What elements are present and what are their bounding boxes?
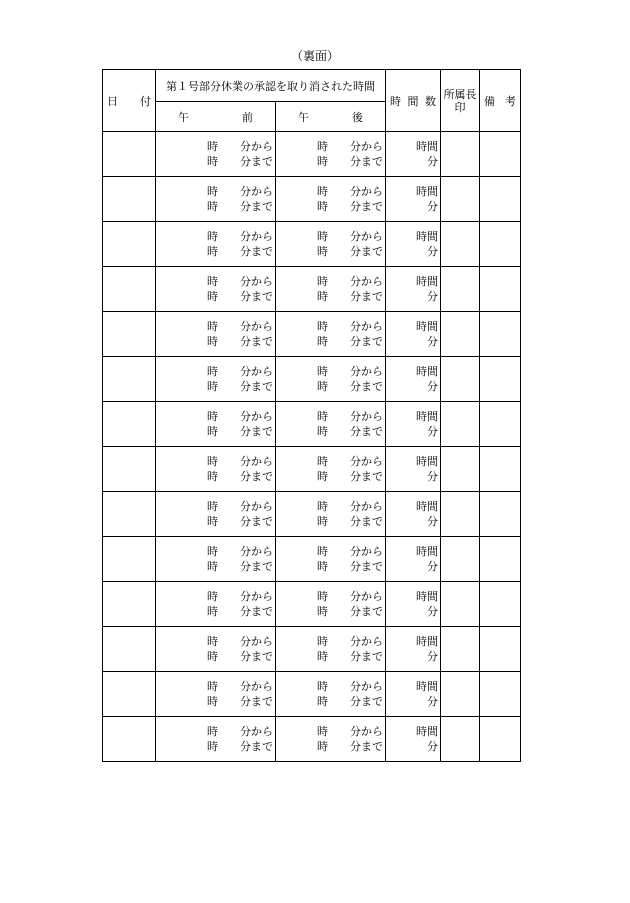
hour-label: 時 <box>317 320 328 333</box>
hour-label: 時 <box>317 455 328 468</box>
am-header <box>156 102 276 132</box>
pm-header-right: 後 <box>352 110 363 124</box>
hour-label: 時 <box>207 185 218 198</box>
date-cell[interactable] <box>103 447 156 492</box>
table-row <box>103 627 521 672</box>
hour-label: 時 <box>207 275 218 288</box>
table-row <box>103 357 521 402</box>
hour-label: 時 <box>317 290 328 303</box>
pm-time-cell[interactable] <box>276 312 386 357</box>
hours-label: 時間 <box>416 410 438 423</box>
from-label: 分から <box>240 590 273 603</box>
supervisor-seal-header <box>441 70 480 132</box>
main-title-header: 第１号部分休業の承認を取り消された時間 <box>156 70 386 102</box>
pm-time-cell[interactable] <box>276 177 386 222</box>
seal-cell[interactable] <box>441 492 480 537</box>
hours-label: 時間 <box>416 140 438 153</box>
minutes-label: 分 <box>427 335 438 348</box>
until-label: 分まで <box>240 605 273 618</box>
hour-label: 時 <box>207 500 218 513</box>
until-label: 分まで <box>350 515 383 528</box>
from-label: 分から <box>240 185 273 198</box>
hour-label: 時 <box>207 455 218 468</box>
date-cell[interactable] <box>103 672 156 717</box>
from-label: 分から <box>240 320 273 333</box>
minutes-label: 分 <box>427 740 438 753</box>
am-time-cell[interactable] <box>156 132 276 177</box>
am-time-cell[interactable] <box>156 447 276 492</box>
from-label: 分から <box>240 545 273 558</box>
hour-label: 時 <box>207 245 218 258</box>
page-title: （裏面） <box>290 49 339 63</box>
hours-header-a: 時 <box>390 94 401 108</box>
hours-cell[interactable] <box>386 177 441 222</box>
from-label: 分から <box>350 590 383 603</box>
hours-header-b: 間 <box>407 94 419 108</box>
seal-cell[interactable] <box>441 267 480 312</box>
hours-label: 時間 <box>416 500 438 513</box>
from-label: 分から <box>350 185 383 198</box>
from-label: 分から <box>350 140 383 153</box>
date-cell[interactable] <box>103 267 156 312</box>
hours-cell[interactable] <box>386 267 441 312</box>
remarks-cell[interactable] <box>480 492 521 537</box>
date-cell[interactable] <box>103 627 156 672</box>
am-time-cell[interactable] <box>156 582 276 627</box>
table-row <box>103 672 521 717</box>
until-label: 分まで <box>350 200 383 213</box>
hour-label: 時 <box>317 335 328 348</box>
hour-label: 時 <box>317 245 328 258</box>
hour-label: 時 <box>317 380 328 393</box>
until-label: 分まで <box>350 290 383 303</box>
seal-line1: 所属長 <box>443 87 477 101</box>
from-label: 分から <box>240 140 273 153</box>
hour-label: 時 <box>317 155 328 168</box>
hour-label: 時 <box>317 740 328 753</box>
hour-label: 時 <box>207 725 218 738</box>
until-label: 分まで <box>350 695 383 708</box>
hours-cell[interactable] <box>386 132 441 177</box>
hour-label: 時 <box>317 680 328 693</box>
hours-label: 時間 <box>416 590 438 603</box>
pm-time-cell[interactable] <box>276 492 386 537</box>
from-label: 分から <box>350 410 383 423</box>
minutes-label: 分 <box>427 380 438 393</box>
table-row <box>103 312 521 357</box>
from-label: 分から <box>350 275 383 288</box>
pm-time-cell[interactable] <box>276 537 386 582</box>
seal-cell[interactable] <box>441 312 480 357</box>
minutes-label: 分 <box>427 245 438 258</box>
date-cell[interactable] <box>103 582 156 627</box>
remarks-cell[interactable] <box>480 717 521 762</box>
from-label: 分から <box>240 365 273 378</box>
seal-cell[interactable] <box>441 537 480 582</box>
table-row <box>103 447 521 492</box>
from-label: 分から <box>350 455 383 468</box>
hour-label: 時 <box>317 650 328 663</box>
hours-cell[interactable] <box>386 582 441 627</box>
from-label: 分から <box>350 230 383 243</box>
hours-cell[interactable] <box>386 672 441 717</box>
seal-cell[interactable] <box>441 717 480 762</box>
from-label: 分から <box>350 680 383 693</box>
seal-cell[interactable] <box>441 222 480 267</box>
until-label: 分まで <box>240 695 273 708</box>
table-row <box>103 717 521 762</box>
hours-cell[interactable] <box>386 312 441 357</box>
hours-cell[interactable] <box>386 492 441 537</box>
hour-label: 時 <box>317 425 328 438</box>
until-label: 分まで <box>240 245 273 258</box>
pm-time-cell[interactable] <box>276 267 386 312</box>
hour-label: 時 <box>207 425 218 438</box>
hours-cell[interactable] <box>386 402 441 447</box>
hour-label: 時 <box>317 515 328 528</box>
until-label: 分まで <box>350 560 383 573</box>
from-label: 分から <box>350 725 383 738</box>
hours-cell[interactable] <box>386 537 441 582</box>
until-label: 分まで <box>240 425 273 438</box>
until-label: 分まで <box>350 425 383 438</box>
remarks-cell[interactable] <box>480 312 521 357</box>
hour-label: 時 <box>207 380 218 393</box>
date-cell[interactable] <box>103 357 156 402</box>
seal-line2: 印 <box>454 100 466 114</box>
from-label: 分から <box>240 455 273 468</box>
hours-label: 時間 <box>416 680 438 693</box>
seal-cell[interactable] <box>441 447 480 492</box>
from-label: 分から <box>350 635 383 648</box>
hour-label: 時 <box>207 200 218 213</box>
hour-label: 時 <box>317 365 328 378</box>
pm-time-cell[interactable] <box>276 222 386 267</box>
hour-label: 時 <box>317 560 328 573</box>
pm-time-cell[interactable] <box>276 627 386 672</box>
until-label: 分まで <box>350 740 383 753</box>
hour-label: 時 <box>317 140 328 153</box>
until-label: 分まで <box>240 380 273 393</box>
minutes-label: 分 <box>427 155 438 168</box>
seal-cell[interactable] <box>441 132 480 177</box>
from-label: 分から <box>350 365 383 378</box>
am-time-cell[interactable] <box>156 222 276 267</box>
until-label: 分まで <box>240 335 273 348</box>
pm-time-cell[interactable] <box>276 582 386 627</box>
hours-label: 時間 <box>416 230 438 243</box>
until-label: 分まで <box>350 650 383 663</box>
am-time-cell[interactable] <box>156 627 276 672</box>
hours-cell[interactable] <box>386 717 441 762</box>
hours-label: 時間 <box>416 365 438 378</box>
from-label: 分から <box>350 320 383 333</box>
hours-cell[interactable] <box>386 627 441 672</box>
hour-label: 時 <box>207 155 218 168</box>
from-label: 分から <box>350 545 383 558</box>
minutes-label: 分 <box>427 290 438 303</box>
remarks-cell[interactable] <box>480 222 521 267</box>
until-label: 分まで <box>240 155 273 168</box>
until-label: 分まで <box>240 560 273 573</box>
seal-cell[interactable] <box>441 402 480 447</box>
date-header <box>103 70 156 132</box>
seal-cell[interactable] <box>441 582 480 627</box>
am-time-cell[interactable] <box>156 357 276 402</box>
until-label: 分まで <box>240 200 273 213</box>
until-label: 分まで <box>350 380 383 393</box>
remarks-cell[interactable] <box>480 267 521 312</box>
minutes-label: 分 <box>427 560 438 573</box>
hour-label: 時 <box>207 515 218 528</box>
am-time-cell[interactable] <box>156 312 276 357</box>
hour-label: 時 <box>207 560 218 573</box>
until-label: 分まで <box>350 245 383 258</box>
hours-label: 時間 <box>416 275 438 288</box>
date-cell[interactable] <box>103 177 156 222</box>
pm-time-cell[interactable] <box>276 132 386 177</box>
minutes-label: 分 <box>427 650 438 663</box>
date-header-left: 日 <box>107 94 118 108</box>
until-label: 分まで <box>240 515 273 528</box>
remarks-cell[interactable] <box>480 582 521 627</box>
minutes-label: 分 <box>427 200 438 213</box>
hour-label: 時 <box>317 230 328 243</box>
remarks-cell[interactable] <box>480 537 521 582</box>
hour-label: 時 <box>207 470 218 483</box>
remarks-header-left: 備 <box>484 94 495 108</box>
remarks-cell[interactable] <box>480 627 521 672</box>
remarks-cell[interactable] <box>480 402 521 447</box>
pm-time-cell[interactable] <box>276 672 386 717</box>
hours-label: 時間 <box>416 725 438 738</box>
hour-label: 時 <box>317 725 328 738</box>
pm-time-cell[interactable] <box>276 402 386 447</box>
hour-label: 時 <box>207 680 218 693</box>
hour-label: 時 <box>317 545 328 558</box>
hour-label: 時 <box>207 230 218 243</box>
date-cell[interactable] <box>103 717 156 762</box>
until-label: 分まで <box>240 650 273 663</box>
remarks-cell[interactable] <box>480 447 521 492</box>
hour-label: 時 <box>207 140 218 153</box>
hour-label: 時 <box>317 695 328 708</box>
until-label: 分まで <box>350 335 383 348</box>
am-time-cell[interactable] <box>156 402 276 447</box>
from-label: 分から <box>350 500 383 513</box>
from-label: 分から <box>240 635 273 648</box>
hour-label: 時 <box>207 650 218 663</box>
hours-cell[interactable] <box>386 447 441 492</box>
date-cell[interactable] <box>103 492 156 537</box>
seal-cell[interactable] <box>441 627 480 672</box>
remarks-cell[interactable] <box>480 672 521 717</box>
minutes-label: 分 <box>427 470 438 483</box>
remarks-cell[interactable] <box>480 132 521 177</box>
hour-label: 時 <box>317 200 328 213</box>
hour-label: 時 <box>207 365 218 378</box>
table-row <box>103 492 521 537</box>
hours-label: 時間 <box>416 185 438 198</box>
minutes-label: 分 <box>427 605 438 618</box>
hours-header <box>386 70 441 132</box>
minutes-label: 分 <box>427 695 438 708</box>
hour-label: 時 <box>207 605 218 618</box>
am-time-cell[interactable] <box>156 177 276 222</box>
minutes-label: 分 <box>427 515 438 528</box>
hours-cell[interactable] <box>386 357 441 402</box>
hour-label: 時 <box>317 605 328 618</box>
hour-label: 時 <box>207 635 218 648</box>
table-row <box>103 177 521 222</box>
hours-label: 時間 <box>416 455 438 468</box>
am-time-cell[interactable] <box>156 267 276 312</box>
hour-label: 時 <box>207 410 218 423</box>
from-label: 分から <box>240 230 273 243</box>
am-header-left: 午 <box>178 110 189 124</box>
date-cell[interactable] <box>103 132 156 177</box>
pm-time-cell[interactable] <box>276 447 386 492</box>
hour-label: 時 <box>207 590 218 603</box>
hour-label: 時 <box>317 275 328 288</box>
remarks-cell[interactable] <box>480 357 521 402</box>
table-row <box>103 402 521 447</box>
hour-label: 時 <box>207 695 218 708</box>
hour-label: 時 <box>317 185 328 198</box>
minutes-label: 分 <box>427 425 438 438</box>
hour-label: 時 <box>317 410 328 423</box>
until-label: 分まで <box>240 740 273 753</box>
pm-header <box>276 102 386 132</box>
am-time-cell[interactable] <box>156 717 276 762</box>
hour-label: 時 <box>317 590 328 603</box>
hour-label: 時 <box>207 740 218 753</box>
until-label: 分まで <box>240 290 273 303</box>
hour-label: 時 <box>207 335 218 348</box>
hour-label: 時 <box>317 635 328 648</box>
date-cell[interactable] <box>103 222 156 267</box>
remarks-cell[interactable] <box>480 177 521 222</box>
pm-header-left: 午 <box>298 110 309 124</box>
hour-label: 時 <box>207 320 218 333</box>
until-label: 分まで <box>240 470 273 483</box>
seal-cell[interactable] <box>441 177 480 222</box>
hours-header-c: 数 <box>425 94 436 108</box>
am-time-cell[interactable] <box>156 672 276 717</box>
cancellation-record-table <box>102 69 521 762</box>
hours-cell[interactable] <box>386 222 441 267</box>
table-row <box>103 267 521 312</box>
seal-cell[interactable] <box>441 357 480 402</box>
from-label: 分から <box>240 680 273 693</box>
hour-label: 時 <box>207 290 218 303</box>
remarks-header-right: 考 <box>505 94 516 108</box>
date-cell[interactable] <box>103 402 156 447</box>
date-cell[interactable] <box>103 537 156 582</box>
from-label: 分から <box>240 410 273 423</box>
hour-label: 時 <box>317 470 328 483</box>
hour-label: 時 <box>207 545 218 558</box>
hours-label: 時間 <box>416 320 438 333</box>
until-label: 分まで <box>350 155 383 168</box>
until-label: 分まで <box>350 470 383 483</box>
hours-label: 時間 <box>416 635 438 648</box>
table-row <box>103 132 521 177</box>
from-label: 分から <box>240 500 273 513</box>
pm-time-cell[interactable] <box>276 717 386 762</box>
table-row <box>103 537 521 582</box>
table-row <box>103 222 521 267</box>
until-label: 分まで <box>350 605 383 618</box>
hours-label: 時間 <box>416 545 438 558</box>
am-time-cell[interactable] <box>156 492 276 537</box>
remarks-header <box>480 70 521 132</box>
am-time-cell[interactable] <box>156 537 276 582</box>
seal-cell[interactable] <box>441 672 480 717</box>
date-cell[interactable] <box>103 312 156 357</box>
am-header-right: 前 <box>242 110 253 124</box>
date-header-right: 付 <box>140 94 151 108</box>
table-row <box>103 582 521 627</box>
hour-label: 時 <box>317 500 328 513</box>
from-label: 分から <box>240 275 273 288</box>
pm-time-cell[interactable] <box>276 357 386 402</box>
from-label: 分から <box>240 725 273 738</box>
